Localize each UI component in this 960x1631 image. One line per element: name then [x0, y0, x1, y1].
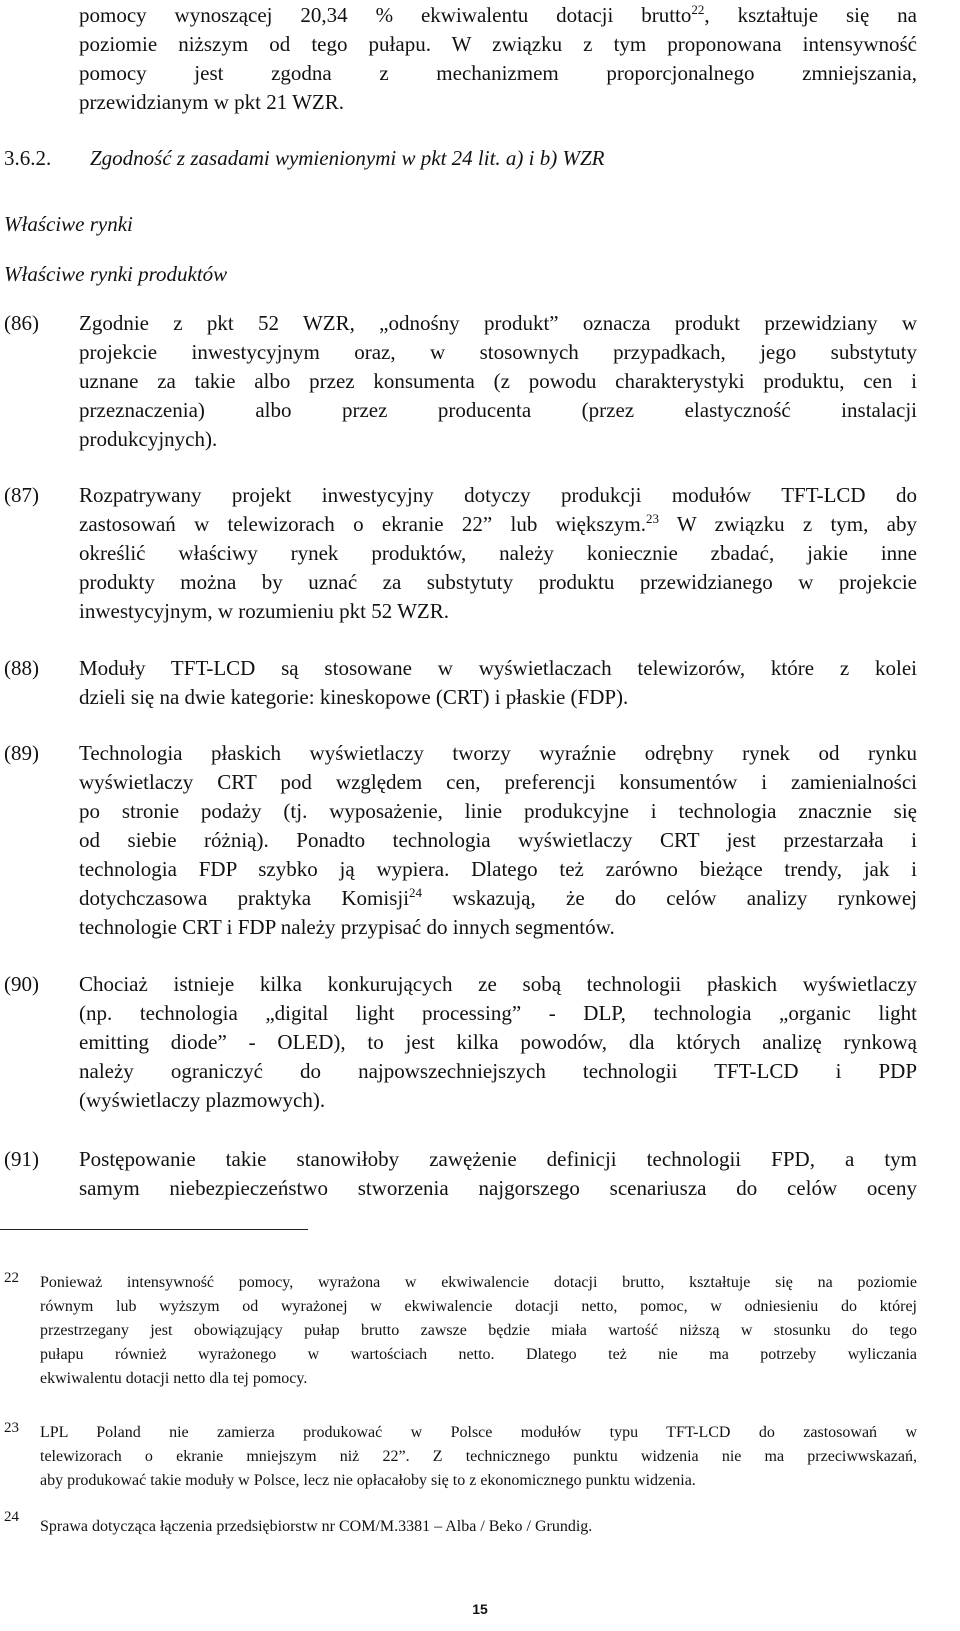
- paragraph-line: produkty można by uznać za substytuty produktu przewidzianego w projekcie: [79, 570, 917, 594]
- paragraph-line: (wyświetlaczy plazmowych).: [79, 1088, 326, 1112]
- paragraph-line: emitting diode” - OLED), to jest kilka powodów, dla których analizę rynkową: [79, 1030, 917, 1054]
- footnote-number: 23: [4, 1420, 19, 1436]
- footnote-line: ekwiwalentu dotacji netto dla tej pomocy.: [40, 1370, 308, 1387]
- footnote-line: aby produkować takie moduły w Polsce, lecz nie opłacałoby się to z ekonomicznego punktu widzenia.: [40, 1472, 696, 1489]
- paragraph-line: Technologia płaskich wyświetlaczy tworzy wyraźnie odrębny rynek od rynku: [79, 741, 917, 765]
- paragraph-line: Moduły TFT-LCD są stosowane w wyświetlaczach telewizorów, które z kolei: [79, 656, 917, 680]
- paragraph-line: Zgodnie z pkt 52 WZR, „odnośny produkt” oznacza produkt przewidziany w: [79, 311, 917, 335]
- paragraph-number: (87): [4, 483, 39, 507]
- section-number: 3.6.2.: [4, 146, 52, 170]
- paragraph-line: projekcie inwestycyjnym oraz, w stosownych przypadkach, jego substytuty: [79, 340, 917, 364]
- paragraph-line: należy ograniczyć do najpowszechniejszych technologii TFT-LCD i PDP: [79, 1059, 917, 1083]
- paragraph-line: uznane za takie albo przez konsumenta (z powodu charakterystyki produktu, cen i: [79, 369, 917, 393]
- footnote-ref: 22: [691, 2, 705, 17]
- footnote-line: pułapu również wyrażonego w wartościach netto. Dlatego też nie ma potrzeby wyliczania: [40, 1346, 917, 1363]
- paragraph-line: po stronie podaży (tj. wyposażenie, linie produkcyjne i technologia znacznie się: [79, 799, 917, 823]
- paragraph-line: Rozpatrywany projekt inwestycyjny dotyczy produkcji modułów TFT-LCD do: [79, 483, 917, 507]
- paragraph-number: (88): [4, 656, 39, 680]
- footnote-line: równym lub wyższym od wyrażonej w ekwiwalencie dotacji netto, pomoc, w odniesieniu do której: [40, 1298, 917, 1315]
- section-title: Zgodność z zasadami wymienionymi w pkt 24 lit. a) i b) WZR: [90, 146, 605, 170]
- footnote-number: 24: [4, 1509, 19, 1525]
- footnote-ref: 24: [409, 885, 423, 900]
- paragraph-line: wyświetlaczy CRT pod względem cen, preferencji konsumentów i zamienialności: [79, 770, 917, 794]
- paragraph-number: (91): [4, 1147, 39, 1171]
- footnote-ref: 23: [646, 511, 660, 526]
- footnote-separator: [0, 1229, 308, 1230]
- paragraph-line: dzieli się na dwie kategorie: kineskopowe (CRT) i płaskie (FDP).: [79, 685, 629, 709]
- paragraph-line: Postępowanie takie stanowiłoby zawężenie definicji technologii FPD, a tym: [79, 1147, 917, 1171]
- paragraph-line: inwestycyjnym, w rozumieniu pkt 52 WZR.: [79, 599, 449, 623]
- intro-line: pomocy jest zgodna z mechanizmem proporcjonalnego zmniejszania,: [79, 61, 917, 85]
- intro-line: przewidzianym w pkt 21 WZR.: [79, 90, 344, 114]
- paragraph-number: (90): [4, 972, 39, 996]
- paragraph-number: (86): [4, 311, 39, 335]
- paragraph-line: przeznaczenia) albo przez producenta (przez elastyczność instalacji: [79, 398, 917, 422]
- subheading: Właściwe rynki produktów: [4, 262, 228, 286]
- paragraph-line: dotychczasowa praktyka Komisji$^{24}$ wskazują, że do celów analizy rynkowej: [79, 885, 917, 910]
- footnote-line: przestrzegany jest obowiązujący pułap brutto zawsze będzie miała wartość niższą w stosunku do tego: [40, 1322, 917, 1339]
- footnote-line: Ponieważ intensywność pomocy, wyrażona w ekwiwalencie dotacji brutto, kształtuje się na poziomie: [40, 1274, 917, 1291]
- subheading: Właściwe rynki: [4, 212, 133, 236]
- paragraph-line: Chociaż istnieje kilka konkurujących ze sobą technologii płaskich wyświetlaczy: [79, 972, 917, 996]
- intro-line: pomocy wynoszącej 20,34 % ekwiwalentu dotacji brutto$^{22}$, kształtuje się na: [79, 2, 917, 27]
- paragraph-line: określić właściwy rynek produktów, należy koniecznie zbadać, jakie inne: [79, 541, 917, 565]
- paragraph-line: samym niebezpieczeństwo stworzenia najgorszego scenariusza do celów oceny: [79, 1176, 917, 1200]
- paragraph-line: zastosowań w telewizorach o ekranie 22” lub większym.$^{23}$ W związku z tym, aby: [79, 511, 917, 536]
- paragraph-line: (np. technologia „digital light processing” - DLP, technologia „organic light: [79, 1001, 917, 1025]
- paragraph-line: od siebie różnią). Ponadto technologia wyświetlaczy CRT jest przestarzała i: [79, 828, 917, 852]
- footnote-line: LPL Poland nie zamierza produkować w Polsce modułów typu TFT-LCD do zastosowań w: [40, 1424, 917, 1441]
- paragraph-line: produkcyjnych).: [79, 427, 218, 451]
- footnote-line: Sprawa dotycząca łączenia przedsiębiorstw nr COM/M.3381 – Alba / Beko / Grundig.: [40, 1518, 593, 1535]
- paragraph-number: (89): [4, 741, 39, 765]
- footnote-line: telewizorach o ekranie mniejszym niż 22”. Z technicznego punktu widzenia nie ma przeciwwskazań,: [40, 1448, 917, 1465]
- paragraph-line: technologie CRT i FDP należy przypisać do innych segmentów.: [79, 915, 615, 939]
- footnote-number: 22: [4, 1270, 19, 1286]
- intro-line: poziomie niższym od tego pułapu. W związku z tym proponowana intensywność: [79, 32, 917, 56]
- paragraph-line: technologia FDP szybko ją wypiera. Dlatego też zarówno bieżące trendy, jak i: [79, 857, 917, 881]
- page-number: 15: [472, 1601, 488, 1617]
